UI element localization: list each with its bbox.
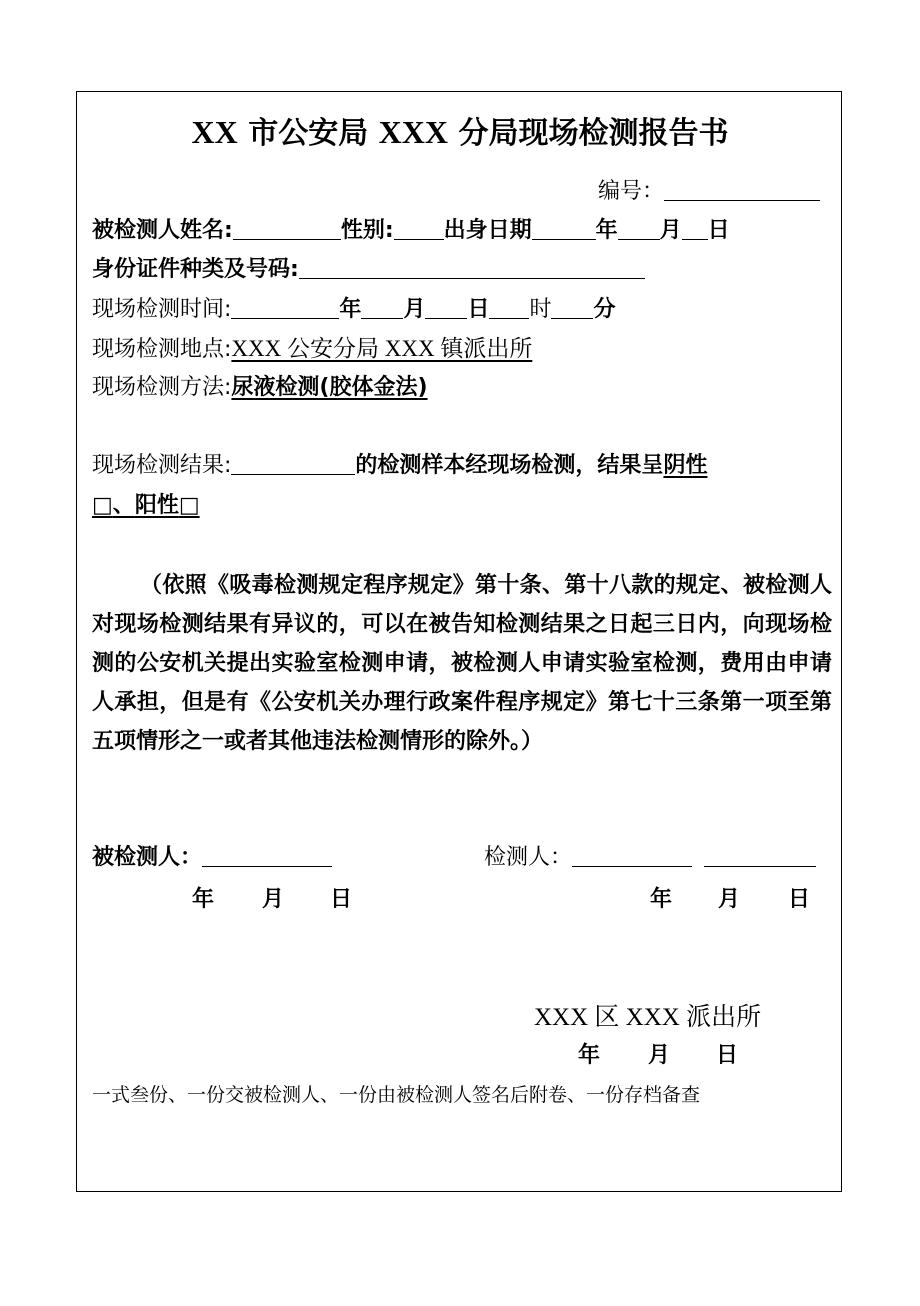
day-label: 日: [716, 1043, 739, 1068]
method-label: 现场检测方法:: [92, 375, 232, 400]
name-label: 被检测人姓名:: [92, 218, 233, 243]
footer-note: 一式叁份、一份交被检测人、一份由被检测人签名后附卷、一份存档备查: [92, 1085, 701, 1106]
title-part: XX: [191, 114, 238, 150]
issuer-name: XXX 区 XXX 派出所: [534, 1004, 762, 1031]
positive-label: 阳性: [134, 493, 179, 518]
serial-number-row: [598, 176, 820, 208]
title-part: 分局现场检测报告书: [458, 116, 729, 151]
time-minute-field[interactable]: [551, 296, 593, 319]
place-label: 现场检测地点:: [92, 337, 232, 362]
result-row: [92, 450, 707, 482]
tester-signature-label: 检测人：: [484, 845, 573, 870]
day-label: 日: [707, 218, 730, 243]
id-row: [92, 254, 645, 286]
negative-checkbox[interactable]: □: [92, 493, 113, 518]
gender-label: 性别:: [340, 218, 394, 243]
month-label: 月: [262, 887, 285, 912]
name-row: [92, 215, 730, 247]
year-label: 年: [578, 1043, 601, 1068]
gender-field[interactable]: [394, 217, 444, 240]
year-label: 年: [192, 887, 215, 912]
place-row: [92, 333, 532, 366]
title-part: 市公安局: [248, 116, 369, 151]
name-field[interactable]: [233, 217, 341, 240]
notice-paragraph: （依照《吸毒检测规定程序规定》第十条、第十八款的规定、被检测人对现场检测结果有异议的，可以在被告知检测结果之日起三日内，向现场检测的公安机关提出实验室检测申请，被检测人申请实验室检测，费用由申请人承担，但是有《公安机关办理行政案件程序规定》第七十三条第一项至第五项情形之一或者其他违法检测情形的除外。）: [92, 573, 832, 754]
birth-month-field[interactable]: [618, 217, 660, 240]
year-label: 年: [339, 297, 362, 322]
day-label: 日: [467, 297, 490, 322]
birth-date-label: 出身日期: [443, 218, 532, 243]
method-value: 尿液检测(胶体金法): [231, 375, 428, 400]
issuer-date: [578, 1040, 738, 1072]
tester-signature-field-1[interactable]: [572, 844, 692, 867]
method-row: [92, 372, 428, 404]
minute-label: 分: [593, 297, 616, 322]
day-label: 日: [788, 887, 811, 912]
result-label: 现场检测结果:: [92, 453, 232, 478]
subject-signature-label: 被检测人：: [92, 845, 203, 870]
tester-signature-date: [650, 884, 810, 916]
result-row-continued: [92, 490, 200, 522]
month-label: 月: [659, 218, 682, 243]
subject-signature-date: [192, 884, 352, 916]
subject-signature-field[interactable]: [202, 844, 332, 867]
document-title: [0, 110, 920, 156]
place-value: XXX 公安分局 XXX 镇派出所: [231, 336, 533, 361]
time-label: 现场检测时间:: [92, 297, 232, 322]
year-label: 年: [650, 887, 673, 912]
serial-number-label: 编号：: [598, 179, 665, 204]
tester-signature: [484, 842, 816, 874]
month-label: 月: [403, 297, 426, 322]
serial-number-field[interactable]: [664, 178, 820, 201]
time-hour-field[interactable]: [489, 296, 529, 319]
tester-signature-field-2[interactable]: [704, 844, 816, 867]
time-row: [92, 294, 616, 326]
id-label: 身份证件种类及号码:: [92, 257, 299, 282]
result-subject-field[interactable]: [231, 452, 355, 475]
positive-checkbox[interactable]: □: [178, 493, 200, 518]
birth-day-field[interactable]: [682, 217, 708, 240]
year-label: 年: [595, 218, 618, 243]
subject-signature: [92, 842, 332, 874]
month-label: 月: [648, 1043, 671, 1068]
birth-year-field[interactable]: [532, 217, 596, 240]
time-year-field[interactable]: [231, 296, 339, 319]
title-part: XXX: [378, 114, 448, 150]
result-text: 的检测样本经现场检测，结果呈: [355, 453, 664, 478]
result-separator: 、: [112, 493, 135, 518]
time-month-field[interactable]: [361, 296, 403, 319]
id-field[interactable]: [299, 256, 645, 279]
month-label: 月: [718, 887, 741, 912]
negative-label: 阴性: [663, 453, 708, 478]
day-label: 日: [330, 887, 353, 912]
time-day-field[interactable]: [425, 296, 467, 319]
hour-label: 时: [529, 297, 552, 322]
